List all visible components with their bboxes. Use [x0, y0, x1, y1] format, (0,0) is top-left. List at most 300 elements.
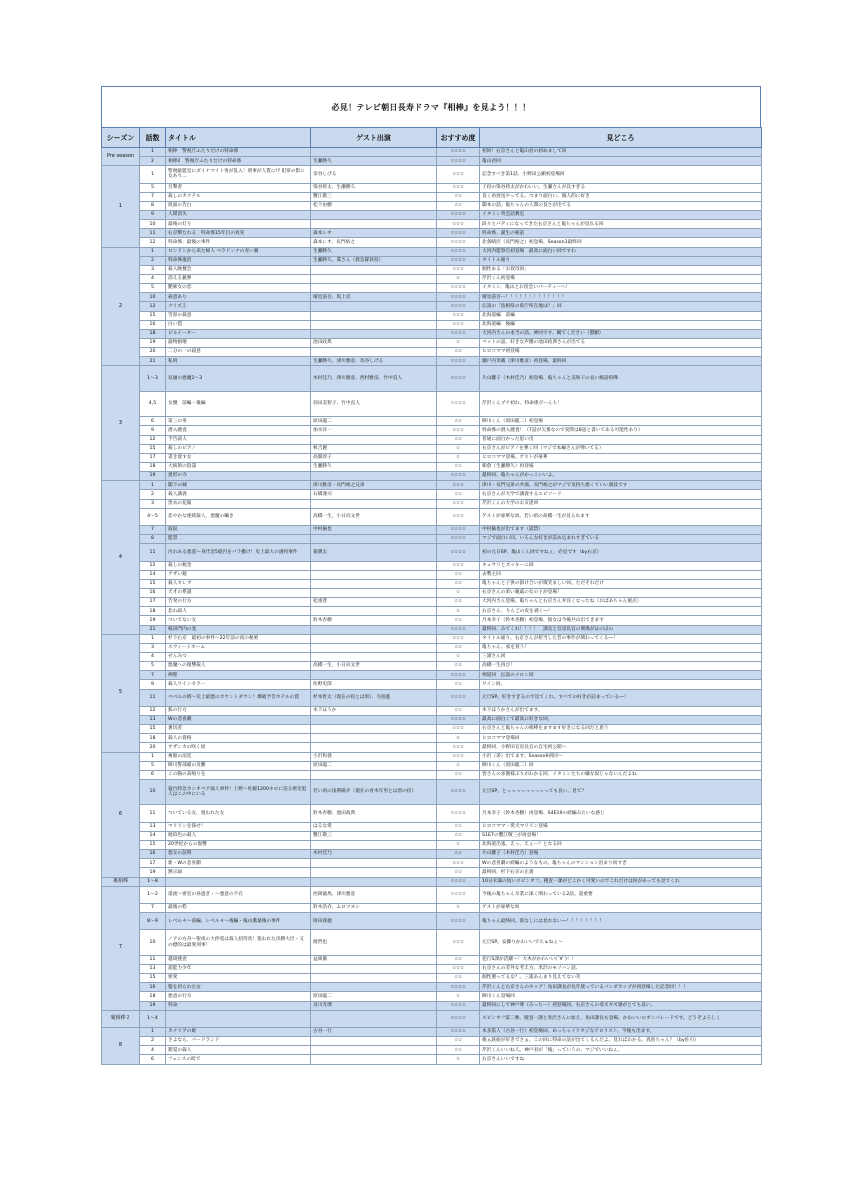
- title-cell: 髪を切られた女: [166, 983, 311, 992]
- title-cell: 私刑: [166, 357, 311, 366]
- highlight-cell: 陣川くん（原田龍二）回: [480, 761, 762, 770]
- guest-cell: [311, 499, 437, 508]
- highlight-cell: 元旦SP。好きすぎるので見てくれ。すべての好きが詰まっている―！: [480, 689, 762, 706]
- title-cell: 黒衣の花嫁: [166, 499, 311, 508]
- guest-cell: 岡田義徳: [311, 913, 437, 930]
- table-row: [102, 662, 762, 671]
- table-row: [102, 570, 762, 579]
- rating-cell: ☆☆☆☆: [437, 983, 480, 992]
- guest-cell: 渡哲也: [311, 930, 437, 955]
- highlight-cell: 犯行5課が活躍～！大木がかわいい(´∀`)！！: [480, 955, 762, 964]
- guest-cell: [311, 320, 437, 329]
- episode-cell: 6: [140, 770, 166, 779]
- table-row: [102, 1055, 762, 1064]
- rating-cell: ☆☆☆☆: [437, 293, 480, 302]
- highlight-cell: 最終回、杉下右京の正義: [480, 868, 762, 877]
- highlight-cell: 最終回にして神戸尊（みっちー）初登場回。右京さんの尋ズギズ感がとても良い。: [480, 1001, 762, 1010]
- guest-cell: 及川光博: [311, 1001, 437, 1010]
- header-season: シーズン: [102, 128, 140, 148]
- season-cell: 4: [102, 481, 140, 634]
- title-cell: ついている女、狙われた女: [166, 805, 311, 822]
- guest-cell: [311, 302, 437, 311]
- guest-cell: 原田龍二: [311, 417, 437, 426]
- table-row: [102, 761, 762, 770]
- guest-cell: 生瀬勝久: [311, 157, 437, 166]
- guest-cell: [311, 348, 437, 357]
- table-row: [102, 859, 762, 868]
- highlight-cell: 特命係の潜入捜査！（7話が欠番なので実際は8話と書いてある可能性あり）: [480, 426, 762, 435]
- title-cell: ノアの方舟～聖夜の大停電は殺人招待状！狙われた決勝大臣・又の標的は最愛刑事！: [166, 930, 311, 955]
- episode-cell: 13: [140, 964, 166, 973]
- guest-cell: 加水洋一: [311, 426, 437, 435]
- rating-cell: ☆☆☆☆: [437, 256, 480, 265]
- title-cell: 超能力少年: [166, 964, 311, 973]
- rating-cell: ☆☆☆☆: [437, 805, 480, 822]
- title-cell: この胸の高鳴りを: [166, 770, 311, 779]
- title-cell: 目撃者: [166, 183, 311, 192]
- table-row: [102, 725, 762, 734]
- rating-cell: ☆☆☆☆: [437, 625, 480, 634]
- table-row: [102, 544, 762, 561]
- guest-cell: [311, 868, 437, 877]
- highlight-cell: 芹沢くんプチ初れ、特命係ぴーんち！: [480, 391, 762, 416]
- rating-cell: ☆: [437, 453, 480, 462]
- guest-cell: 木村佳乃、津川雅彦、西村雅彦、竹中直人: [311, 366, 437, 391]
- rating-cell: ☆☆: [437, 490, 480, 499]
- table-row: [102, 302, 762, 311]
- title-cell: 二分の一の殺意: [166, 348, 311, 357]
- highlight-cell: 剣道回 伝説のメロン回: [480, 671, 762, 680]
- rating-cell: ☆☆☆☆: [437, 877, 480, 886]
- rating-cell: ☆☆: [437, 570, 480, 579]
- title-cell: 潜入捜査: [166, 426, 311, 435]
- guest-cell: [311, 859, 437, 868]
- guest-cell: [311, 643, 437, 652]
- table-row: [102, 444, 762, 453]
- table-row: [102, 462, 762, 471]
- title-cell: 最後の灯り: [166, 220, 311, 229]
- highlight-cell: 陣川くん（原田龍二）初登場: [480, 417, 762, 426]
- rating-cell: ☆: [437, 903, 480, 912]
- rating-cell: ☆☆: [437, 435, 480, 444]
- rating-cell: ☆: [437, 444, 480, 453]
- highlight-cell: 右京さんの弟い親戚の女の子が登場！: [480, 588, 762, 597]
- table-row: [102, 992, 762, 1001]
- rating-cell: ☆☆☆☆: [437, 715, 480, 724]
- highlight-cell: S1E7の蟹江敬三が再登場！: [480, 831, 762, 840]
- title-cell: サザンカの咲く頃: [166, 743, 311, 752]
- rating-cell: ☆☆☆: [437, 743, 480, 752]
- spreadsheet: [101, 86, 761, 1065]
- guest-cell: [311, 1046, 437, 1055]
- guest-cell: 杉本哲太（現在の役とは別）、寺島進: [311, 689, 437, 706]
- guest-cell: [311, 148, 437, 157]
- highlight-cell: 今後の亀ちゃん卒業に深く関わっている2話。超重要: [480, 886, 762, 903]
- guest-cell: [311, 274, 437, 283]
- table-row: [102, 229, 762, 238]
- title-cell: 相棒 警視庁ふたりだけの特命係: [166, 148, 311, 157]
- episode-cell: 1: [140, 166, 166, 183]
- highlight-cell: 右京さんいいですね: [480, 1055, 762, 1064]
- rating-cell: ☆☆☆☆: [437, 329, 480, 338]
- title-cell: 密愛: [166, 974, 311, 983]
- table-row: [102, 453, 762, 462]
- rating-cell: ☆☆: [437, 662, 480, 671]
- title-cell: 特命: [166, 1001, 311, 1010]
- guest-cell: 高橋一生、小日向文世: [311, 662, 437, 671]
- episode-cell: 10: [140, 220, 166, 229]
- rating-cell: ☆☆☆: [437, 930, 480, 955]
- title-cell: 悪魔への復讐殺人: [166, 662, 311, 671]
- episode-cell: 17: [140, 859, 166, 868]
- table-row: [102, 850, 762, 859]
- highlight-cell: 10分未満の短いスピンオフ。捜査一課がどこかく可愛いのでこれだけは何があっても見てくれ: [480, 877, 762, 886]
- rating-cell: ☆☆: [437, 417, 480, 426]
- episode-cell: 20: [140, 348, 166, 357]
- highlight-cell: 片山雛子（木村佳乃）登場: [480, 850, 762, 859]
- rating-cell: ☆☆: [437, 680, 480, 689]
- title-cell: 女優 前編・後編: [166, 391, 311, 416]
- title-cell: 予告殺人: [166, 435, 311, 444]
- rating-cell: ☆☆☆☆: [437, 247, 480, 256]
- title-cell: さよなら、バードランド: [166, 1037, 311, 1046]
- rating-cell: ☆☆☆: [437, 320, 480, 329]
- episode-cell: 1: [140, 1027, 166, 1036]
- highlight-cell: 俺ぁ鉄砲が好きでさぁ。この回に特命の話が出てくるんだよ。見ればわかる。真島ちゃん？（by佐川）: [480, 1037, 762, 1046]
- highlight-cell: 北条晴臣（長門裕之）初登場、Season1最終回: [480, 238, 762, 247]
- highlight-cell: 芹沢くんいいね人。神戸君が「俺」っていうの、マジでいいねぇ。: [480, 1046, 762, 1055]
- rating-cell: ☆☆☆: [437, 426, 480, 435]
- title-cell: 複眼の法廷: [166, 752, 311, 761]
- title-cell: 20世紀からの復讐: [166, 840, 311, 849]
- guest-cell: [311, 311, 437, 320]
- rating-cell: ☆☆☆☆: [437, 779, 480, 804]
- highlight-cell: マジで面白い回。いろんな好きが詰め込まれすぎている: [480, 535, 762, 544]
- table-row: [102, 680, 762, 689]
- episode-cell: 15: [140, 840, 166, 849]
- episode-cell: 1～2: [140, 886, 166, 903]
- title-cell: 黙示録: [166, 868, 311, 877]
- episode-cell: 17: [140, 598, 166, 607]
- episode-cell: 12: [140, 561, 166, 570]
- episode-cell: 18: [140, 734, 166, 743]
- season-cell: 3: [102, 366, 140, 481]
- rating-cell: ☆☆: [437, 850, 480, 859]
- table-row: [102, 913, 762, 930]
- episode-cell: 10: [140, 293, 166, 302]
- highlight-cell: 元旦SP。安藤りかわいいでちゅねぇ～: [480, 930, 762, 955]
- highlight-cell: ヒロコママ登場回: [480, 734, 762, 743]
- title-cell: 殺人の資格: [166, 734, 311, 743]
- table-row: [102, 348, 762, 357]
- highlight-cell: 月本幸子（鈴木杏樹）再登場、S4E19の続編みたいな感じ: [480, 805, 762, 822]
- episode-cell: 19: [140, 616, 166, 625]
- guest-cell: 木村佳乃: [311, 850, 437, 859]
- episode-cell: 19: [140, 1001, 166, 1010]
- season-cell: 6: [102, 752, 140, 877]
- guest-cell: 高橋一生、小日向文世: [311, 508, 437, 525]
- guest-cell: [311, 1010, 437, 1027]
- guest-cell: 蟹江敬三: [311, 831, 437, 840]
- episode-cell: 5: [140, 662, 166, 671]
- table-row: [102, 1027, 762, 1036]
- table-row: [102, 964, 762, 973]
- title-cell: 白い罠: [166, 320, 311, 329]
- highlight-cell: 片山雛子（木村佳乃）初登場、亀ちゃんと美和子の長い痴話喧嘩: [480, 366, 762, 391]
- title-cell: 殺しのピアノ: [166, 444, 311, 453]
- rating-cell: ☆☆☆☆: [437, 472, 480, 481]
- rating-cell: ☆☆: [437, 616, 480, 625]
- title-cell: 最後の砦: [166, 903, 311, 912]
- title-cell: 監禁: [166, 535, 311, 544]
- episode-cell: 2: [140, 157, 166, 166]
- table-row: [102, 220, 762, 229]
- episode-cell: 14: [140, 570, 166, 579]
- episode-cell: 11: [140, 229, 166, 238]
- season-cell: 5: [102, 634, 140, 752]
- rating-cell: ☆☆☆: [437, 166, 480, 183]
- title-cell: 寝台特急カシオペア殺人事件！上野～札幌1200キロに迫る密室犯人はこの中にいる: [166, 779, 311, 804]
- rating-cell: ☆☆☆☆: [437, 148, 480, 157]
- rating-cell: ☆☆☆: [437, 725, 480, 734]
- header-row: [102, 128, 762, 148]
- season-cell: 裏相棒２: [102, 1010, 140, 1027]
- episode-cell: 16: [140, 983, 166, 992]
- episode-cell: 7: [140, 192, 166, 201]
- guest-cell: 秋吉麗: [311, 444, 437, 453]
- guest-cell: [311, 671, 437, 680]
- rating-cell: ☆: [437, 652, 480, 661]
- episode-cell: 19: [140, 868, 166, 877]
- highlight-cell: 亀ちゃん、家を買う！: [480, 643, 762, 652]
- rating-cell: ☆: [437, 761, 480, 770]
- highlight-cell: 右京さんがピアノを弾く回（マジで本編さんが弾いてる）: [480, 444, 762, 453]
- episode-cell: 18: [140, 462, 166, 471]
- season-cell: 裏相棒: [102, 877, 140, 886]
- rating-cell: ☆☆: [437, 643, 480, 652]
- title-cell: 悲れ殺人: [166, 607, 311, 616]
- highlight-cell: 高橋一生再び！: [480, 662, 762, 671]
- table-row: [102, 256, 762, 265]
- guest-cell: [311, 964, 437, 973]
- table-row: [102, 357, 762, 366]
- table-row: [102, 1037, 762, 1046]
- episode-cell: 14: [140, 831, 166, 840]
- table-row: [102, 508, 762, 525]
- title-cell: 双頭の悪魔1～3: [166, 366, 311, 391]
- table-row: [102, 1001, 762, 1010]
- guest-cell: [311, 561, 437, 570]
- table-row: [102, 426, 762, 435]
- season-cell: 2: [102, 247, 140, 366]
- table-row: [102, 320, 762, 329]
- episode-cell: 4: [140, 652, 166, 661]
- guest-cell: 染谷将太、生瀬勝久: [311, 183, 437, 192]
- table-row: [102, 607, 762, 616]
- table-body: [102, 148, 762, 1065]
- highlight-cell: 北海道編 前編: [480, 311, 762, 320]
- highlight-cell: イタミン、亀山とお役会いパーティーへ！: [480, 284, 762, 293]
- guest-cell: [311, 284, 437, 293]
- title-cell: アザい鏡: [166, 570, 311, 579]
- title-cell: 波紋: [166, 525, 311, 534]
- rating-cell: ☆☆☆: [437, 265, 480, 274]
- highlight-cell: ワイン回。: [480, 680, 762, 689]
- title-cell: 殺しのカクテル: [166, 192, 311, 201]
- episode-cell: 8: [140, 201, 166, 210]
- title-cell: せんみつ: [166, 652, 311, 661]
- title-cell: 特命係、最後の事件: [166, 238, 311, 247]
- guest-cell: [311, 715, 437, 724]
- episode-cell: 4: [140, 274, 166, 283]
- title-cell: 汚れある悪霊～身代金5億円をバラ撒け！史上最大の誘拐事件: [166, 544, 311, 561]
- table-row: [102, 625, 762, 634]
- rating-cell: ☆☆: [437, 1046, 480, 1055]
- highlight-cell: 朝倉（生瀬勝久）再登場: [480, 462, 762, 471]
- rating-cell: ☆☆: [437, 192, 480, 201]
- episode-cell: 12: [140, 238, 166, 247]
- header-guest: ゲスト出演: [311, 128, 437, 148]
- guest-cell: [311, 535, 437, 544]
- rating-cell: ☆: [437, 607, 480, 616]
- rating-cell: ☆☆: [437, 868, 480, 877]
- table-row: [102, 752, 762, 761]
- rating-cell: ☆: [437, 338, 480, 347]
- episode-cell: 11: [140, 689, 166, 706]
- highlight-cell: 記念すべき第1話、小野田公顕初登場回: [480, 166, 762, 183]
- rating-cell: ☆☆☆☆: [437, 544, 480, 561]
- guest-cell: 松下由樹: [311, 201, 437, 210]
- episode-cell: 12: [140, 302, 166, 311]
- episode-cell: 1: [140, 634, 166, 643]
- rating-cell: ☆☆☆☆: [437, 238, 480, 247]
- rating-cell: ☆☆☆☆: [437, 671, 480, 680]
- highlight-cell: 亀ちゃん最終回。涙なしには見れない―！！！！！！！！: [480, 913, 762, 930]
- rating-cell: ☆: [437, 840, 480, 849]
- title-cell: 仮面の告白: [166, 201, 311, 210]
- table-row: [102, 166, 762, 183]
- guest-cell: 佐野史郎: [311, 680, 437, 689]
- highlight-cell: ゲストが豪華な回。若い頃の高橋一生が見られます: [480, 508, 762, 525]
- highlight-cell: 良く再放送やってる。つまり面白い。個人的に好き: [480, 192, 762, 201]
- title-cell: 裏切者: [166, 725, 311, 734]
- rating-cell: ☆☆☆☆: [437, 391, 480, 416]
- table-row: [102, 715, 762, 724]
- episode-cell: 2: [140, 256, 166, 265]
- table-row: [102, 561, 762, 570]
- episode-cell: 21: [140, 357, 166, 366]
- episode-cell: 7: [140, 525, 166, 534]
- guest-cell: 小沢和義: [311, 752, 437, 761]
- guest-cell: [311, 435, 437, 444]
- title-cell: 閣下の城: [166, 481, 311, 490]
- table-row: [102, 490, 762, 499]
- highlight-cell: 北海道出張。えっ、えぇー？となる回: [480, 840, 762, 849]
- guest-cell: 森本レオ: [311, 229, 437, 238]
- highlight-cell: 瀬戸内米蔵（津川雅彦）初登場、最終回: [480, 357, 762, 366]
- rating-cell: ☆☆☆: [437, 183, 480, 192]
- table-row: [102, 616, 762, 625]
- header-highlight: 見どころ: [480, 128, 762, 148]
- title-cell: 相棒2 警視庁ふたりだけの特命係: [166, 157, 311, 166]
- highlight-cell: 去勢主回: [480, 570, 762, 579]
- highlight-cell: 芹沢くんの大学のお友達回: [480, 499, 762, 508]
- highlight-cell: 個性ある「お叔母回」: [480, 265, 762, 274]
- table-row: [102, 974, 762, 983]
- guest-cell: 石橋蓮司: [311, 490, 437, 499]
- table-row: [102, 192, 762, 201]
- table-row: [102, 743, 762, 752]
- episode-cell: 18: [140, 329, 166, 338]
- rating-cell: ☆☆☆☆: [437, 886, 480, 903]
- table-row: [102, 148, 762, 157]
- episode-cell: 15: [140, 444, 166, 453]
- episode-cell: 4,5: [140, 391, 166, 416]
- highlight-cell: 特命係、誕生の秘話: [480, 229, 762, 238]
- rating-cell: ☆☆☆: [437, 481, 480, 490]
- highlight-cell: Wの悲喜劇の続編のようなもの。亀ちゃんのマンション泊まり回すぎ: [480, 859, 762, 868]
- title-cell: 特命係復活: [166, 256, 311, 265]
- rating-cell: ☆☆☆: [437, 508, 480, 525]
- table-row: [102, 157, 762, 166]
- guest-cell: 蟹江敬三: [311, 192, 437, 201]
- highlight-cell: 芹沢くんと右京さんのタッグ！角田課長が長年使っているパンダカップが初登場した記念回！！！: [480, 983, 762, 992]
- episode-cell: 9: [140, 426, 166, 435]
- page-title: 必見！テレビ朝日長寿ドラマ『相棒』を見よう！！！: [101, 86, 761, 127]
- highlight-cell: タイトル通り: [480, 256, 762, 265]
- header-rating: おすすめ度: [437, 128, 480, 148]
- guest-cell: [311, 329, 437, 338]
- table-row: [102, 779, 762, 804]
- highlight-cell: 伝説の「島根県の県庁所在地は？」回: [480, 302, 762, 311]
- guest-cell: 原田龍二: [311, 761, 437, 770]
- table-row: [102, 366, 762, 391]
- title-cell: スウィートホーム: [166, 643, 311, 652]
- episode-cell: 1～8: [140, 877, 166, 886]
- guest-cell: 菊潤太: [311, 544, 437, 561]
- episode-cell: 1: [140, 247, 166, 256]
- episode-cell: 4: [140, 1046, 166, 1055]
- table-row: [102, 238, 762, 247]
- table-row: [102, 831, 762, 840]
- guest-cell: 森本レオ、長門裕之: [311, 238, 437, 247]
- table-row: [102, 211, 762, 220]
- guest-cell: [311, 1055, 437, 1064]
- table-row: [102, 903, 762, 912]
- highlight-cell: ヒロコママ・愛犬マリリン登場: [480, 822, 762, 831]
- guest-cell: [311, 588, 437, 597]
- rating-cell: ☆☆☆: [437, 561, 480, 570]
- table-row: [102, 201, 762, 210]
- guest-cell: 西岡徳馬、津川雅彦: [311, 886, 437, 903]
- table-row: [102, 868, 762, 877]
- episode-cell: 11: [140, 955, 166, 964]
- episode-cell: 1: [140, 148, 166, 157]
- rating-cell: ☆☆: [437, 201, 480, 210]
- guest-cell: [311, 877, 437, 886]
- rating-cell: ☆: [437, 274, 480, 283]
- table-row: [102, 338, 762, 347]
- rating-cell: ☆☆☆☆: [437, 366, 480, 391]
- episode-cell: 15: [140, 311, 166, 320]
- highlight-cell: 皆さんの多圏様ぶりがわかる回、イタミンたちの嫌な奴じゃないんだよね: [480, 770, 762, 779]
- highlight-cell: 木下ほうかさんが出てます。: [480, 706, 762, 715]
- rating-cell: ☆☆: [437, 706, 480, 715]
- title-cell: 警視総監室にダイナマイト男が乱入！刑事が人質に!? 犯罪の影に女あり…: [166, 166, 311, 183]
- title-cell: 人間消失: [166, 211, 311, 220]
- table-row: [102, 840, 762, 849]
- table-row: [102, 652, 762, 661]
